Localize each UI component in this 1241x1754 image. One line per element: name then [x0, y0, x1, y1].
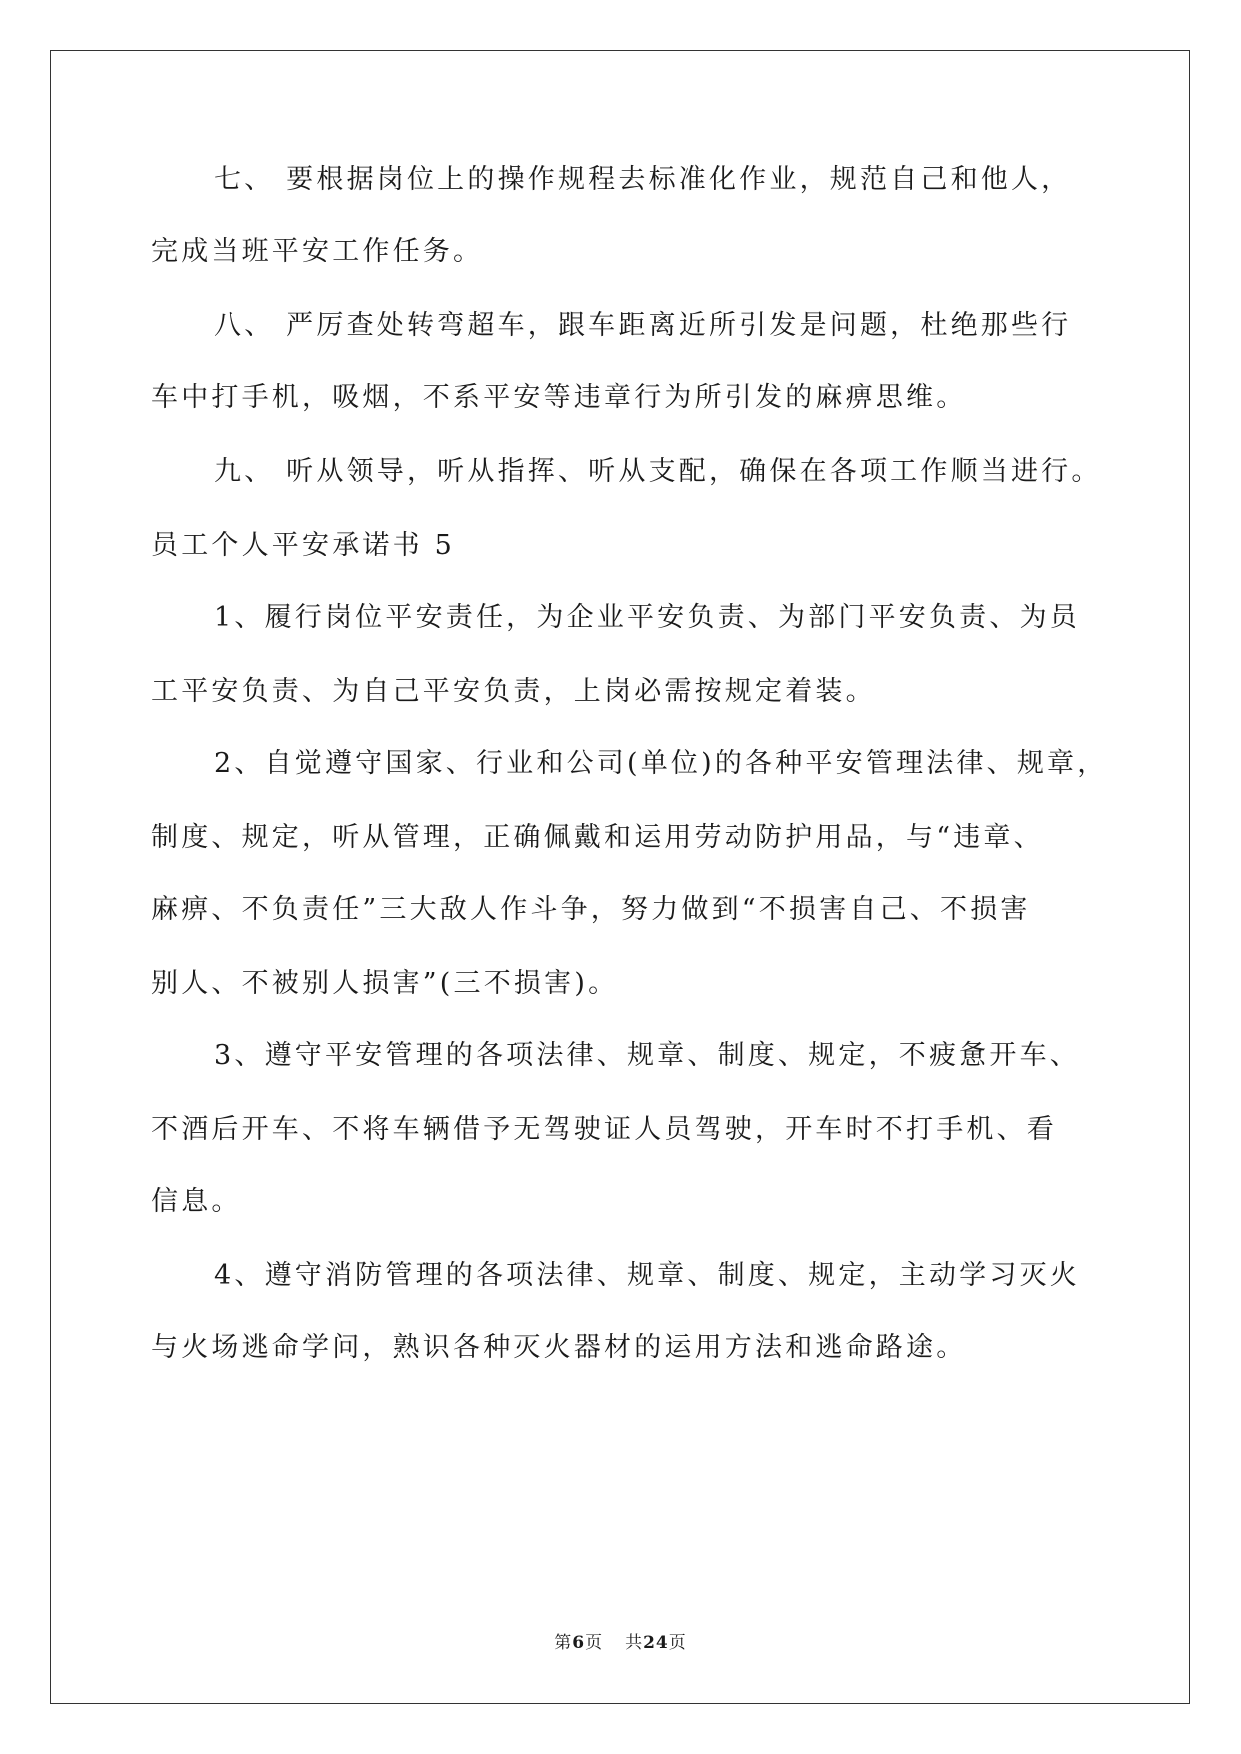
- item-3-line-1: 3、遵守平安管理的各项法律、规章、制度、规定，不疲惫开车、: [214, 1040, 1080, 1071]
- total-suffix: 页: [668, 1633, 687, 1653]
- item-4-line-2: 与火场逃命学问，熟识各种灭火器材的运用方法和逃命路途。: [151, 1332, 967, 1363]
- item-3-line-2: 不酒后开车、不将车辆借予无驾驶证人员驾驶，开车时不打手机、看: [151, 1114, 1057, 1145]
- item-2-line-4: 别人、不被别人损害”(三不损害)。: [151, 968, 619, 999]
- item-1-line-1: 1、履行岗位平安责任，为企业平安负责、为部门平安负责、为员: [214, 602, 1080, 633]
- paragraph-8-line-1: 八、 严厉查处转弯超车，跟车距离近所引发是问题，杜绝那些行: [214, 310, 1072, 341]
- total-pages: 24: [643, 1633, 669, 1653]
- page-suffix: 页: [585, 1633, 604, 1653]
- page-number: 6: [572, 1633, 586, 1653]
- section-heading: 员工个人平安承诺书 5: [151, 530, 455, 561]
- item-1-line-2: 工平安负责、为自己平安负责，上岗必需按规定着装。: [151, 676, 876, 707]
- item-2-line-1: 2、自觉遵守国家、行业和公司(单位)的各种平安管理法律、规章，: [214, 748, 1108, 779]
- page-border: [50, 50, 1190, 1704]
- item-3-line-3: 信息。: [151, 1186, 242, 1217]
- paragraph-9-line-1: 九、 听从领导，听从指挥、听从支配，确保在各项工作顺当进行。: [214, 456, 1102, 487]
- paragraph-7-line-2: 完成当班平安工作任务。: [151, 236, 484, 267]
- page-footer: [0, 1628, 1241, 1653]
- paragraph-8-line-2: 车中打手机，吸烟，不系平安等违章行为所引发的麻痹思维。: [151, 382, 967, 413]
- paragraph-7-line-1: 七、 要根据岗位上的操作规程去标准化作业，规范自己和他人，: [214, 164, 1072, 195]
- item-2-line-3: 麻痹、不负责任”三大敌人作斗争，努力做到“不损害自己、不损害: [151, 894, 1031, 925]
- item-4-line-1: 4、遵守消防管理的各项法律、规章、制度、规定，主动学习灭火: [214, 1260, 1080, 1291]
- total-prefix: 共: [625, 1633, 644, 1653]
- page-prefix: 第: [554, 1633, 573, 1653]
- item-2-line-2: 制度、规定，听从管理，正确佩戴和运用劳动防护用品，与“违章、: [151, 822, 1044, 853]
